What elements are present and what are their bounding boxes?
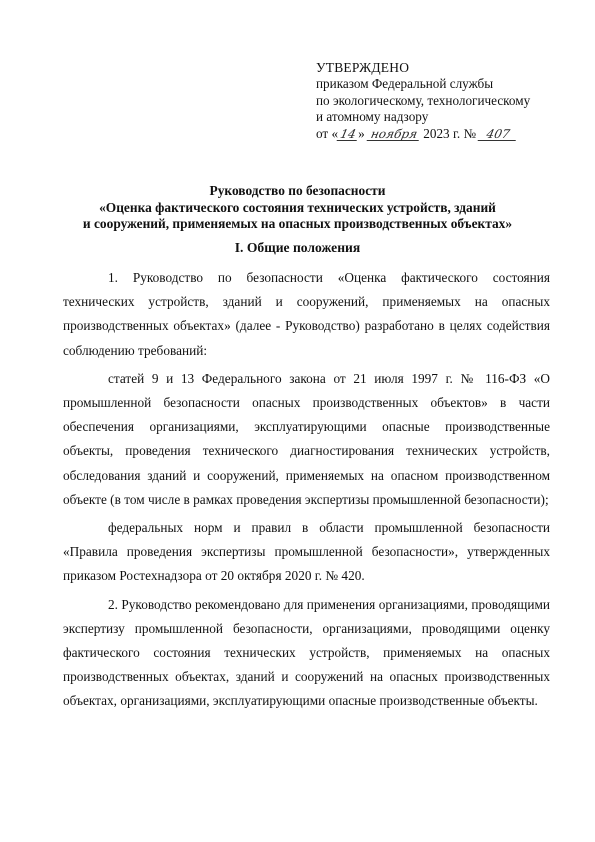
approval-line-2: по экологическому, технологическому <box>316 92 531 108</box>
paragraph-2: статей 9 и 13 Федерального закона от 21 июля 1997 г. № 116-ФЗ «О промышленной безопасности опасных производственных объектов» в части обеспечения организациями, эксплуатирующими опасные производственные объекты, проведения технического диагностирования технических устройств, обследования зданий и сооружений, применяемых на опасном производственном объекте (в том числе в рамках проведения экспертизы промышленной безопасности); <box>63 370 550 507</box>
paragraph-1: 1. Руководство по безопасности «Оценка фактического состояния технических устройств, зданий и сооружений, применяемых на опасных производственных объектах» (далее - Руководство) разработано в целях содействия соблюдению требований: <box>63 270 550 358</box>
approval-line-3: и атомному надзору <box>316 109 429 125</box>
paragraph-3: федеральных норм и правил в области промышленной безопасности «Правила проведения экспертизы промышленной безопасности», утвержденных приказом Ростехнадзора от 20 октября 2020 г. № 420. <box>63 520 550 584</box>
title-line-2: «Оценка фактического состояния технических устройств, зданий <box>99 199 496 215</box>
order-number-handwritten: 407 <box>478 128 519 141</box>
title-line-3: и сооружений, применяемых на опасных производственных объектах» <box>82 216 513 231</box>
approval-stamp <box>316 60 586 142</box>
title-line-1: Руководство по безопасности <box>209 183 386 198</box>
approval-date-line <box>316 126 586 142</box>
approval-line-1: приказом Федеральной службы <box>316 76 494 92</box>
section-title: I. Общие положения <box>234 240 361 255</box>
document-body <box>63 266 550 718</box>
document-title <box>40 183 555 233</box>
date-year: 2023 г. № <box>423 125 477 141</box>
date-prefix: от « <box>316 125 339 141</box>
date-month-handwritten: ноября <box>367 128 422 141</box>
approval-heading: УТВЕРЖДЕНО <box>316 60 410 75</box>
date-day-handwritten: 14 <box>337 128 360 141</box>
paragraph-4: 2. Руководство рекомендовано для применения организациями, проводящими экспертизу промышленной безопасности, организациями, проводящими оценку фактического состояния технических устройств, применяемых на опасных производственных объектах, зданий и сооружений на опасных производственных объектах, организациями, эксплуатирующими опасные производственные объекты. <box>63 596 550 709</box>
date-mid: » <box>358 125 365 141</box>
